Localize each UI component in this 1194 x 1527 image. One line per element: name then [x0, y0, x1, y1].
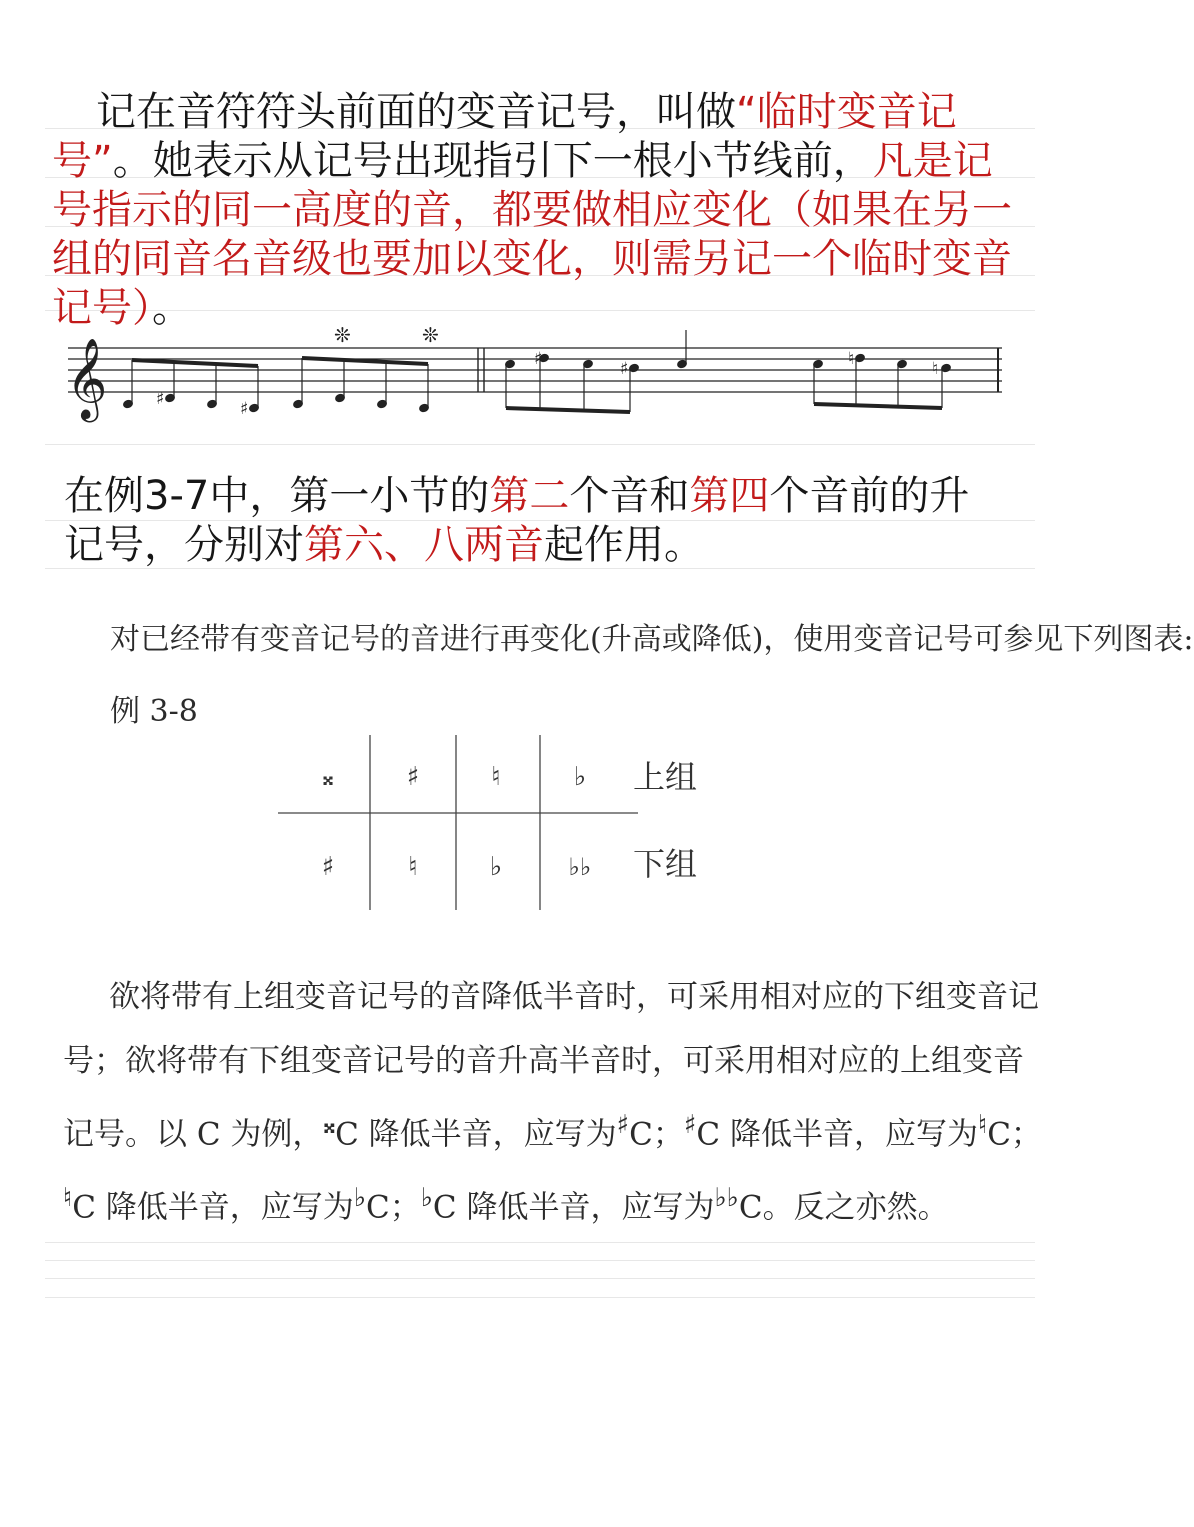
text-segment: 个音前的升记号，分别对 — [64, 473, 970, 568]
table-cell: 𝄪 — [322, 763, 334, 791]
svg-text:♯: ♯ — [156, 389, 165, 409]
treble-clef-icon: 𝄞 — [66, 337, 108, 419]
upper-group-label: 上组 — [632, 758, 698, 796]
svg-text:♯: ♯ — [240, 399, 249, 419]
accidental-symbol: ♯ — [616, 1110, 630, 1140]
table-cell: ♭ — [573, 762, 587, 792]
text-segment: C； — [629, 1116, 684, 1153]
example-label: 例 3-8 — [110, 694, 198, 729]
asterisk-mark-icon: ❊ — [422, 323, 439, 347]
text-segment: 。 — [152, 285, 192, 331]
accidental-symbol: ♮ — [63, 1183, 73, 1214]
text-segment: 在例3-7中，第一小节的 — [64, 473, 490, 519]
ruled-line — [45, 444, 1035, 445]
text-segment: 记在音符符头前面的变音记号，叫做 — [96, 89, 736, 135]
accidental-symbol: ♭♭ — [714, 1183, 739, 1214]
text-segment: C 降低半音，应写为 — [335, 1116, 617, 1153]
svg-text:♯: ♯ — [620, 359, 629, 379]
highlighted-text: 第四 — [689, 473, 770, 519]
text-segment: C； — [366, 1189, 421, 1226]
ruled-line — [45, 1297, 1035, 1298]
handwritten-paragraph-2 — [64, 472, 1004, 570]
handwritten-paragraph-1 — [52, 88, 1012, 333]
text-segment: C； — [987, 1116, 1042, 1153]
asterisk-mark-icon: ❊ — [334, 323, 351, 347]
music-staff-example-3-7 — [60, 318, 1010, 430]
lower-group-label: 下组 — [632, 845, 698, 883]
text-segment: 起作用。 — [544, 522, 704, 568]
table-cell: ♭ — [489, 852, 503, 882]
accidental-symbol: ♮ — [977, 1110, 988, 1140]
table-cell: ♮ — [491, 762, 501, 792]
highlighted-text: 第二 — [489, 473, 570, 519]
text-segment: C 降低半音，应写为 — [432, 1189, 715, 1226]
accidental-symbol: ♭ — [420, 1183, 433, 1214]
text-segment: 欲将带有上组变音记号的音降低半音时，可采用相对应的下组变音记号；欲将带有下组变音记号的音升高半音时，可采用相对应的上组变音记号。以 C 为例， — [63, 979, 1039, 1153]
svg-text:♮: ♮ — [848, 349, 855, 369]
printed-intro: 对已经带有变音记号的音进行再变化(升高或降低)，使用变音记号可参见下列图表: — [110, 622, 1194, 657]
accidental-symbol: ♯ — [683, 1110, 697, 1140]
table-cell: ♯ — [406, 762, 420, 792]
table-cell: ♮ — [408, 852, 418, 882]
highlighted-text: 凡是记号指示的同一高度的音，都要做相应变化（如果在另一组的同音名音级也要加以变化，则需另记一个临时变音记号） — [52, 138, 1012, 331]
svg-text:♮: ♮ — [932, 359, 939, 379]
table-cell: ♯ — [321, 852, 335, 882]
printed-body-paragraph — [63, 965, 1048, 1240]
ruled-line — [45, 1278, 1035, 1279]
accidental-symbol: ♭ — [353, 1183, 366, 1214]
text-segment: C 降低半音，应写为 — [696, 1116, 978, 1153]
table-cell: ♭♭ — [568, 853, 592, 881]
text-segment: 个音和 — [569, 473, 690, 519]
highlighted-text: 第六、八两音 — [304, 522, 544, 568]
ruled-line — [45, 1260, 1035, 1261]
text-segment: C 降低半音，应写为 — [72, 1189, 354, 1226]
highlighted-term: “临时变音记号” — [52, 89, 957, 184]
accidental-symbol: 𝄪 — [323, 1110, 336, 1140]
accidental-table — [270, 730, 710, 915]
svg-text:♯: ♯ — [534, 349, 543, 369]
ruled-line — [45, 1242, 1035, 1243]
text-segment: C。反之亦然。 — [738, 1189, 949, 1226]
text-segment: 。她表示从记号出现指引下一根小节线前， — [112, 138, 873, 184]
